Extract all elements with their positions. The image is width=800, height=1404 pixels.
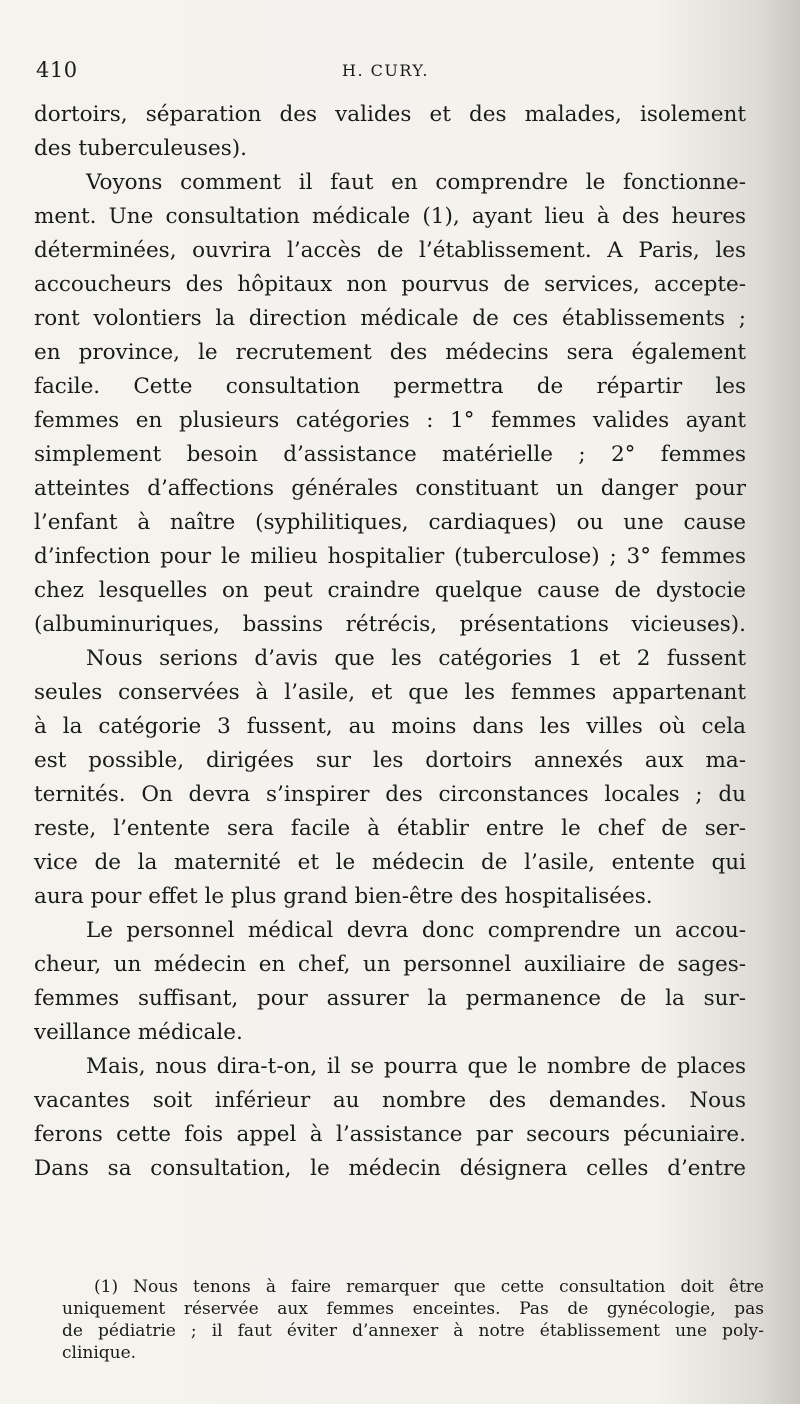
text-line: (albuminuriques, bassins rétrécis, présentations vicieuses). [34, 612, 746, 637]
text-line: ternités. On devra s’inspirer des circonstances locales ; du [34, 782, 746, 807]
footnote-line: (1) Nous tenons à faire remarquer que cette consultation doit être [94, 1277, 764, 1297]
text-line: femmes suffisant, pour assurer la permanence de la sur- [34, 986, 746, 1011]
text-line: Voyons comment il faut en comprendre le fonctionne- [86, 170, 746, 195]
page-number: 410 [36, 58, 78, 82]
text-line: seules conservées à l’asile, et que les femmes appartenant [34, 680, 746, 705]
text-line: en province, le recrutement des médecins sera également [34, 340, 746, 365]
page-header [36, 58, 736, 88]
text-line: vacantes soit inférieur au nombre des demandes. Nous [34, 1088, 746, 1113]
text-line: d’infection pour le milieu hospitalier (tuberculose) ; 3° femmes [34, 544, 746, 569]
running-head: H. CURY. [342, 61, 429, 80]
footnote-line: clinique. [62, 1343, 137, 1363]
text-line: accoucheurs des hôpitaux non pourvus de services, accepte- [34, 272, 746, 297]
footnote-line: uniquement réservée aux femmes enceintes. Pas de gynécologie, pas [62, 1299, 764, 1319]
text-line: ront volontiers la direction médicale de ces établissements ; [34, 306, 746, 331]
text-line: déterminées, ouvrira l’accès de l’établissement. A Paris, les [34, 238, 746, 263]
text-line: dortoirs, séparation des valides et des malades, isolement [34, 102, 746, 127]
text-line: aura pour effet le plus grand bien-être des hospitalisées. [34, 884, 653, 909]
text-line: ferons cette fois appel à l’assistance par secours pécuniaire. [34, 1122, 746, 1147]
text-line: facile. Cette consultation permettra de répartir les [34, 374, 746, 399]
text-line: est possible, dirigées sur les dortoirs annexés aux ma- [34, 748, 746, 773]
text-line: l’enfant à naître (syphilitiques, cardiaques) ou une cause [34, 510, 746, 535]
text-line: à la catégorie 3 fussent, au moins dans les villes où cela [34, 714, 746, 739]
text-line: veillance médicale. [34, 1020, 243, 1045]
text-line: Le personnel médical devra donc comprendre un accou- [86, 918, 746, 943]
footnote-line: de pédiatrie ; il faut éviter d’annexer à notre établissement une poly- [62, 1321, 764, 1341]
text-line: simplement besoin d’assistance matérielle ; 2° femmes [34, 442, 746, 467]
text-line: vice de la maternité et le médecin de l’asile, entente qui [34, 850, 746, 875]
text-line: des tuberculeuses). [34, 136, 247, 161]
footnote [62, 1276, 764, 1364]
text-line: cheur, un médecin en chef, un personnel auxiliaire de sages- [34, 952, 746, 977]
text-line: reste, l’entente sera facile à établir entre le chef de ser- [34, 816, 746, 841]
text-line: ment. Une consultation médicale (1), ayant lieu à des heures [34, 204, 746, 229]
text-line: chez lesquelles on peut craindre quelque cause de dystocie [34, 578, 746, 603]
text-line: atteintes d’affections générales constituant un danger pour [34, 476, 746, 501]
text-line: Dans sa consultation, le médecin désignera celles d’entre [34, 1156, 746, 1181]
body-text [34, 98, 746, 1186]
text-line: Nous serions d’avis que les catégories 1 et 2 fussent [86, 646, 746, 671]
text-line: Mais, nous dira-t-on, il se pourra que le nombre de places [86, 1054, 746, 1079]
text-line: femmes en plusieurs catégories : 1° femmes valides ayant [34, 408, 746, 433]
